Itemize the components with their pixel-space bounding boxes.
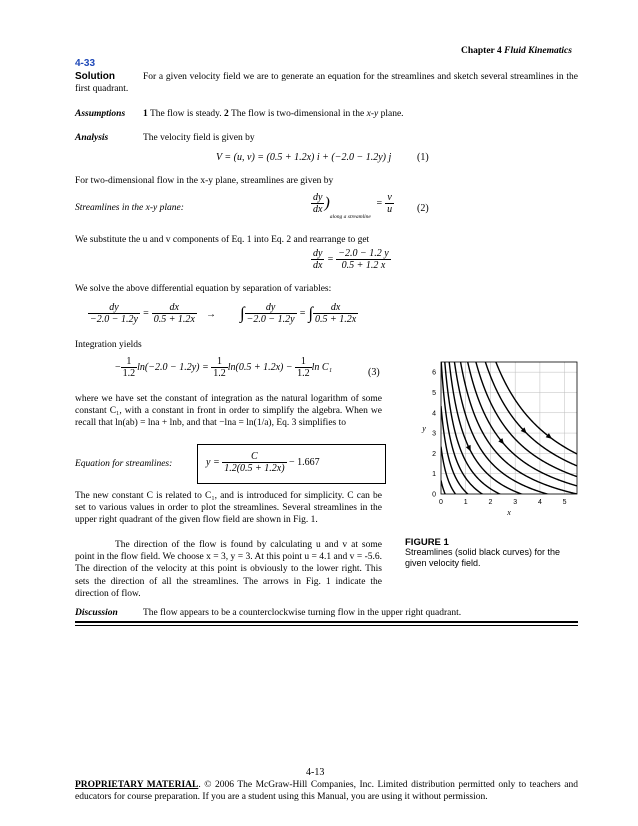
y-tick-label: 1: [432, 471, 436, 479]
streamline-label: Streamlines in the x-y plane:: [75, 203, 184, 213]
paragraph-substitute: We substitute the u and v components of Eq. 1 into Eq. 2 and rearrange to get: [75, 235, 370, 245]
streamline-plot: [417, 354, 585, 526]
section-rule-thick: [75, 621, 578, 623]
paragraph-2d-flow: For two-dimensional flow in the x-y plane, streamlines are given by: [75, 176, 334, 186]
x-tick-label: 1: [463, 499, 468, 506]
analysis-label: Analysis: [75, 133, 109, 143]
streamline-equation: y = $\frac{C}{1.2(0.5 + 1.2x)}$ − 1.667: [206, 451, 320, 474]
y-tick-label: 5: [432, 389, 436, 397]
x-tick-label: 2: [488, 499, 493, 506]
streamline-curve: [441, 406, 577, 519]
equation-separated: $\frac{dy}{-2.0 - 1.2y}$ = $\frac{dx}{0.5 + 1.2x}$: [90, 302, 195, 325]
paragraph-separation: We solve the above differential equation by separation of variables:: [75, 284, 332, 294]
page-number: 4-13: [306, 767, 325, 778]
x-axis-label: x: [507, 508, 511, 517]
y-tick-label: 6: [432, 369, 436, 377]
equation-1: V = (u, v) = (0.5 + 1.2x) i + (−2.0 − 1.2y) j: [216, 152, 392, 163]
streamline-equation-label: Equation for streamlines:: [75, 459, 173, 469]
solution-text: For a given velocity field we are to generate an equation for the streamlines and sketch several streamlines in the first quadrant.: [75, 72, 578, 95]
streamline-equation-box: [197, 444, 386, 484]
paragraph-constant: where we have set the constant of integration as the natural logarithm of some constant C₁, with a constant in front in order to simplify the algebra. When we recall that ln(ab) = lna + lnb, and that −lna = ln(1/a), Eq. 3 simplifies to: [75, 394, 382, 429]
figure-caption: Streamlines (solid black curves) for the given velocity field.: [405, 547, 561, 568]
equation-substituted: $\frac{dy}{dx}$ = $\frac{-2.0 - 1.2 y}{0.5 + 1.2 x}$: [313, 248, 389, 271]
equation-3-number: (3): [368, 367, 380, 378]
x-tick-label: 5: [562, 499, 567, 506]
streamline-curve: [441, 354, 577, 486]
y-axis-label: y: [422, 424, 426, 433]
discussion-text: The flow appears to be a counterclockwise turning flow in the upper right quadrant.: [143, 608, 462, 618]
assumptions-text: 1 The flow is steady. 2 The flow is two-dimensional in the x-y plane.: [143, 109, 404, 119]
x-tick-label: 4: [537, 499, 542, 506]
paragraph-new-constant: The new constant C is related to C₁, and is introduced for simplicity. C can be set to various values in order to plot the streamlines. Several streamlines in the upper right quadrant of the given flow field are shown in Fig. 1.: [75, 491, 382, 526]
y-tick-label: 0: [432, 491, 436, 499]
y-tick-label: 4: [432, 410, 436, 418]
equation-2: $\frac{dy}{dx}$ )$_{along a streamline}$ = $\frac{v}{u}$: [313, 192, 393, 220]
paragraph-flow-direction: The direction of the flow is found by calculating u and v at some point in the flow field. We choose x = 3, y = 3. At this point u = 4.1 and v = -5.6. The direction of the velocity at this point is obviously to the lower right. This sets the direction of all the streamlines. The arrows in Fig. 1 indicate the direction of flow.: [75, 540, 382, 599]
x-tick-label: 3: [513, 499, 518, 506]
equation-integral: ∫ $\frac{dy}{-2.0 - 1.2y}$ = ∫ $\frac{dx}{0.5 + 1.2x}$: [240, 302, 357, 325]
proprietary-notice: PROPRIETARY MATERIAL. © 2006 The McGraw-Hill Companies, Inc. Limited distribution permitted only to teachers and educators for course preparation. If you are a student using this Manual, you are using it without permission.: [75, 780, 578, 802]
analysis-text: The velocity field is given by: [143, 133, 255, 143]
x-tick-label: 0: [439, 499, 443, 506]
assumptions-label: Assumptions: [75, 109, 126, 119]
paragraph-integration: Integration yields: [75, 340, 142, 350]
figure-label: FIGURE 1: [405, 537, 449, 548]
figure-1-chart: [417, 354, 585, 526]
equation-2-number: (2): [417, 203, 429, 214]
chapter-header: Chapter 4 Fluid Kinematics: [461, 46, 572, 56]
equation-1-number: (1): [417, 152, 429, 163]
streamline-curve: [441, 354, 577, 494]
streamline-curve: [441, 354, 577, 507]
y-tick-label: 2: [432, 450, 436, 458]
equation-3: − $\frac{1}{1.2}$ ln(−2.0 − 1.2y) = $\frac{1}{1.2}$ ln(0.5 + 1.2x) − $\frac{1}{1.2}$ ln C₁: [115, 356, 333, 379]
discussion-label: Discussion: [75, 608, 118, 618]
streamline-curve: [441, 359, 577, 516]
problem-number: 4-33: [75, 58, 96, 69]
y-tick-label: 3: [432, 430, 436, 438]
solution-label: Solution: [75, 71, 115, 82]
arrow-icon: →: [206, 309, 216, 320]
section-rule-thin: [75, 625, 578, 626]
